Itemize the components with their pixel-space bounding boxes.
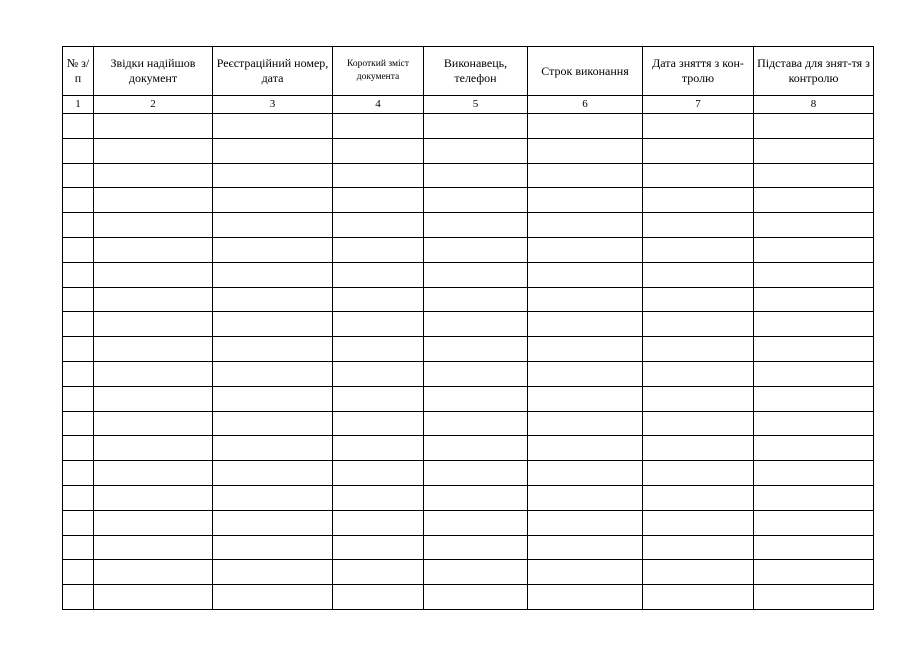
table-cell [754, 411, 874, 436]
table-cell [94, 560, 213, 585]
table-cell [333, 163, 424, 188]
table-cell [754, 114, 874, 139]
table-cell [63, 114, 94, 139]
table-cell [94, 262, 213, 287]
column-number-row [63, 96, 874, 114]
table-cell [424, 560, 528, 585]
column-number: 3 [213, 96, 333, 114]
table-cell [754, 287, 874, 312]
header-row [63, 47, 874, 96]
table-cell [754, 213, 874, 238]
table-cell [643, 237, 754, 262]
table-cell [94, 461, 213, 486]
table-cell [754, 485, 874, 510]
table-cell [754, 361, 874, 386]
table-cell [754, 138, 874, 163]
table-cell [528, 163, 643, 188]
table-cell [754, 535, 874, 560]
table-cell [63, 138, 94, 163]
table-cell [643, 361, 754, 386]
table-cell [424, 188, 528, 213]
table-cell [643, 535, 754, 560]
table-cell [424, 361, 528, 386]
table-cell [333, 337, 424, 362]
header-registration: Реєстраційний номер, дата [213, 47, 333, 96]
table-cell [528, 560, 643, 585]
table-cell [424, 436, 528, 461]
table-cell [643, 262, 754, 287]
table-cell [754, 436, 874, 461]
table-row [63, 361, 874, 386]
table-cell [333, 114, 424, 139]
table-cell [94, 510, 213, 535]
table-cell [63, 213, 94, 238]
table-row [63, 188, 874, 213]
table-cell [94, 237, 213, 262]
table-cell [213, 510, 333, 535]
table-row [63, 386, 874, 411]
table-row [63, 312, 874, 337]
table-cell [528, 312, 643, 337]
table-cell [643, 485, 754, 510]
table-cell [63, 188, 94, 213]
table-row [63, 337, 874, 362]
table-cell [94, 436, 213, 461]
table-cell [333, 262, 424, 287]
header-number: № з/п [63, 47, 94, 96]
table-cell [643, 188, 754, 213]
table-cell [213, 262, 333, 287]
table-cell [528, 485, 643, 510]
table-cell [333, 411, 424, 436]
table-cell [333, 485, 424, 510]
table-cell [424, 262, 528, 287]
table-cell [643, 386, 754, 411]
table-cell [94, 361, 213, 386]
table-cell [94, 213, 213, 238]
table-cell [528, 188, 643, 213]
table-cell [754, 262, 874, 287]
table-cell [333, 138, 424, 163]
table-cell [643, 461, 754, 486]
table-cell [94, 337, 213, 362]
table-cell [63, 461, 94, 486]
table-cell [63, 337, 94, 362]
register-body [63, 114, 874, 610]
table-row [63, 585, 874, 610]
table-cell [213, 485, 333, 510]
table-row [63, 535, 874, 560]
table-cell [333, 585, 424, 610]
table-row [63, 237, 874, 262]
table-cell [424, 386, 528, 411]
table-cell [63, 436, 94, 461]
table-row [63, 461, 874, 486]
table-cell [63, 361, 94, 386]
table-cell [424, 114, 528, 139]
table-cell [94, 585, 213, 610]
table-cell [424, 237, 528, 262]
table-cell [213, 585, 333, 610]
table-cell [63, 411, 94, 436]
table-cell [213, 560, 333, 585]
table-cell [424, 485, 528, 510]
table-cell [754, 163, 874, 188]
header-deadline: Строк виконання [528, 47, 643, 96]
table-cell [213, 461, 333, 486]
table-row [63, 138, 874, 163]
table-cell [528, 461, 643, 486]
table-cell [333, 237, 424, 262]
table-cell [528, 510, 643, 535]
table-cell [63, 312, 94, 337]
table-cell [333, 510, 424, 535]
table-cell [424, 461, 528, 486]
table-cell [528, 411, 643, 436]
table-cell [63, 535, 94, 560]
table-cell [333, 436, 424, 461]
table-cell [94, 485, 213, 510]
table-cell [213, 188, 333, 213]
table-cell [528, 585, 643, 610]
table-row [63, 510, 874, 535]
table-cell [213, 411, 333, 436]
table-cell [754, 337, 874, 362]
table-cell [754, 386, 874, 411]
table-cell [528, 361, 643, 386]
table-cell [213, 163, 333, 188]
table-cell [63, 237, 94, 262]
table-cell [333, 312, 424, 337]
table-cell [528, 114, 643, 139]
table-cell [213, 114, 333, 139]
table-cell [63, 585, 94, 610]
table-row [63, 436, 874, 461]
table-cell [643, 585, 754, 610]
table-cell [213, 312, 333, 337]
table-cell [63, 163, 94, 188]
table-cell [94, 138, 213, 163]
table-cell [94, 312, 213, 337]
table-cell [94, 535, 213, 560]
table-cell [643, 312, 754, 337]
table-row [63, 411, 874, 436]
table-cell [754, 312, 874, 337]
table-cell [643, 560, 754, 585]
table-cell [213, 237, 333, 262]
table-cell [63, 510, 94, 535]
table-cell [643, 436, 754, 461]
table-cell [643, 138, 754, 163]
table-cell [333, 461, 424, 486]
table-cell [94, 163, 213, 188]
table-cell [63, 262, 94, 287]
control-register-table [62, 46, 874, 610]
table-cell [94, 114, 213, 139]
table-cell [94, 386, 213, 411]
table-cell [528, 237, 643, 262]
table-cell [424, 411, 528, 436]
table-cell [528, 386, 643, 411]
table-cell [213, 287, 333, 312]
table-cell [643, 510, 754, 535]
table-cell [213, 386, 333, 411]
table-row [63, 485, 874, 510]
table-cell [424, 163, 528, 188]
table-cell [754, 510, 874, 535]
table-cell [94, 411, 213, 436]
table-cell [213, 138, 333, 163]
table-cell [528, 337, 643, 362]
table-cell [333, 361, 424, 386]
table-cell [424, 510, 528, 535]
table-cell [333, 213, 424, 238]
table-cell [213, 213, 333, 238]
table-cell [754, 188, 874, 213]
table-cell [754, 237, 874, 262]
column-number: 6 [528, 96, 643, 114]
table-cell [528, 138, 643, 163]
table-cell [754, 461, 874, 486]
table-row [63, 560, 874, 585]
column-number: 8 [754, 96, 874, 114]
table-cell [528, 535, 643, 560]
table-cell [333, 386, 424, 411]
table-cell [333, 535, 424, 560]
table-row [63, 114, 874, 139]
table-cell [213, 436, 333, 461]
table-cell [63, 386, 94, 411]
table-cell [424, 535, 528, 560]
table-cell [63, 560, 94, 585]
table-cell [424, 337, 528, 362]
table-cell [528, 287, 643, 312]
column-number: 5 [424, 96, 528, 114]
table-cell [333, 287, 424, 312]
table-row [63, 262, 874, 287]
table-cell [528, 213, 643, 238]
table-cell [643, 287, 754, 312]
table-cell [63, 485, 94, 510]
column-number: 7 [643, 96, 754, 114]
table-row [63, 213, 874, 238]
table-cell [754, 585, 874, 610]
header-removal-date: Дата зняття з кон-тролю [643, 47, 754, 96]
column-number: 2 [94, 96, 213, 114]
header-summary: Короткий зміст документа [333, 47, 424, 96]
header-executor: Виконавець, телефон [424, 47, 528, 96]
table-cell [643, 411, 754, 436]
table-cell [424, 287, 528, 312]
table-row [63, 163, 874, 188]
table-cell [213, 337, 333, 362]
table-cell [424, 138, 528, 163]
table-cell [643, 114, 754, 139]
header-source: Звідки надійшов документ [94, 47, 213, 96]
table-cell [528, 262, 643, 287]
table-row [63, 287, 874, 312]
table-cell [213, 361, 333, 386]
table-cell [94, 287, 213, 312]
column-number: 4 [333, 96, 424, 114]
table-cell [333, 560, 424, 585]
table-cell [333, 188, 424, 213]
column-number: 1 [63, 96, 94, 114]
table-cell [643, 337, 754, 362]
table-cell [643, 213, 754, 238]
header-removal-reason: Підстава для знят-тя з контролю [754, 47, 874, 96]
table-cell [754, 560, 874, 585]
table-cell [528, 436, 643, 461]
table-cell [424, 585, 528, 610]
table-cell [424, 213, 528, 238]
table-cell [94, 188, 213, 213]
table-cell [424, 312, 528, 337]
table-cell [643, 163, 754, 188]
table-cell [63, 287, 94, 312]
table-cell [213, 535, 333, 560]
